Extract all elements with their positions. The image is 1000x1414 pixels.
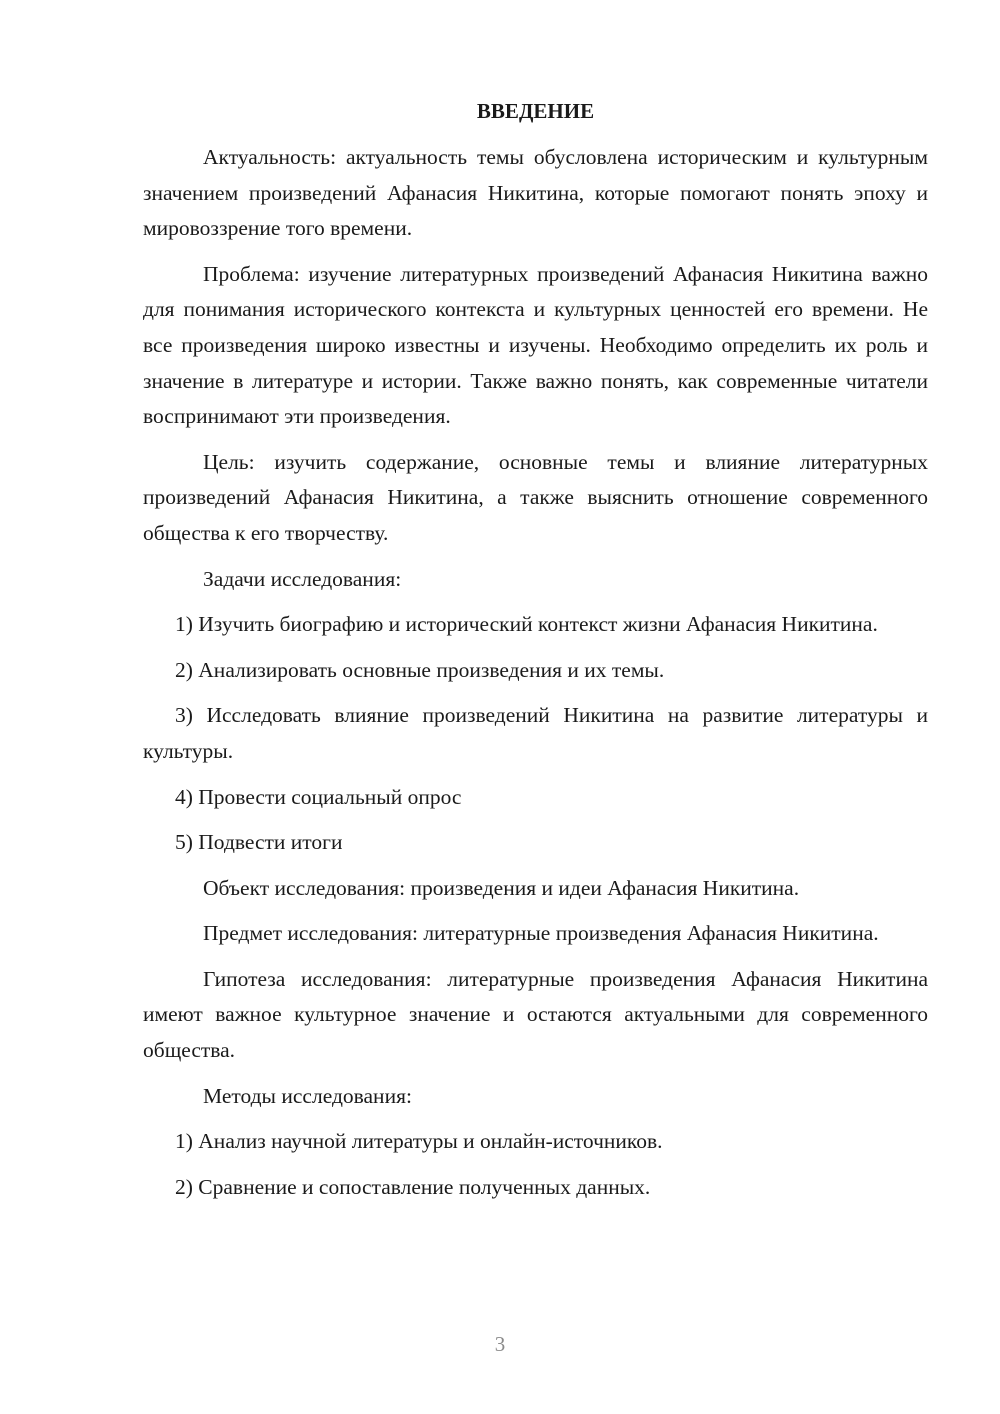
task-item: 2) Анализировать основные произведения и их темы. <box>175 657 665 682</box>
method-item: 2) Сравнение и сопоставление полученных данных. <box>175 1174 651 1199</box>
relevance-paragraph: Актуальность: актуальность темы обусловлена историческим и культурным значением произведений Афанасия Никитина, которые помогают понять эпоху и мировоззрение того времени. <box>143 145 928 241</box>
page-number: 3 <box>494 1332 506 1356</box>
subject-paragraph: Предмет исследования: литературные произведения Афанасия Никитина. <box>203 921 879 946</box>
task-item: 4) Провести социальный опрос <box>175 784 462 809</box>
object-paragraph: Объект исследования: произведения и идеи Афанасия Никитина. <box>203 875 800 900</box>
tasks-heading: Задачи исследования: <box>203 566 402 591</box>
goal-paragraph: Цель: изучить содержание, основные темы и влияние литературных произведений Афанасия Никитина, а также выяснить отношение современного общества к его творчеству. <box>143 449 928 545</box>
task-item: 5) Подвести итоги <box>175 830 343 855</box>
method-item: 1) Анализ научной литературы и онлайн-источников. <box>175 1129 663 1154</box>
page-title: ВВЕДЕНИЕ <box>476 99 595 123</box>
methods-heading: Методы исследования: <box>203 1083 412 1108</box>
problem-paragraph: Проблема: изучение литературных произведений Афанасия Никитина важно для понимания исторического контекста и культурных ценностей его времени. Не все произведения широко известны и изучены. Необходимо определить их роль и значение в литературе и истории. Также важно понять, как современные читатели воспринимают эти произведения. <box>143 261 928 429</box>
task-item: 1) Изучить биографию и исторический контекст жизни Афанасия Никитина. <box>175 612 878 637</box>
hypothesis-paragraph: Гипотеза исследования: литературные произведения Афанасия Никитина имеют важное культурное значение и остаются актуальными для современного общества. <box>143 966 928 1063</box>
task-item: 3) Исследовать влияние произведений Никитина на развитие литературы и культуры. <box>143 703 928 763</box>
document-page <box>143 94 928 1215</box>
